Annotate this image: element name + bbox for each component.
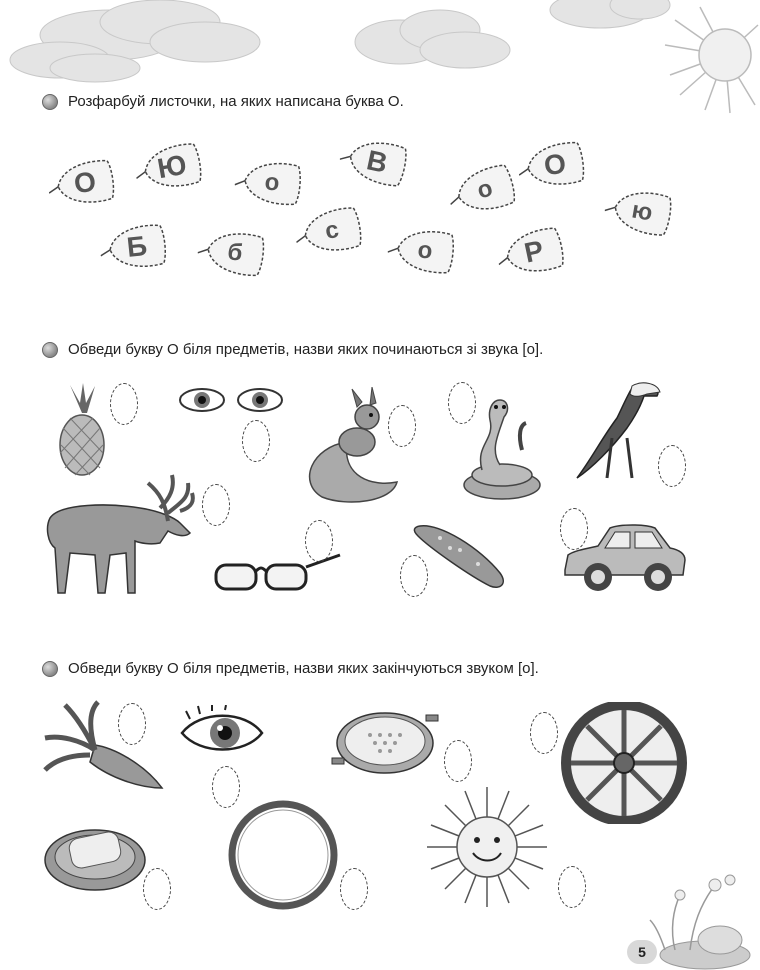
answer-oval[interactable] — [118, 703, 146, 745]
answer-oval[interactable] — [305, 520, 333, 562]
leaf-letter: О — [71, 165, 98, 200]
leaf-item[interactable] — [195, 223, 275, 283]
leaf-item[interactable] — [515, 135, 595, 195]
leaf-letter: б — [225, 238, 245, 267]
soap-icon — [40, 815, 150, 895]
wheel-icon — [560, 702, 688, 824]
leaf-letter: Ю — [155, 148, 189, 185]
bullet-icon — [42, 661, 58, 677]
leaf-letter: Р — [521, 234, 547, 269]
answer-oval[interactable] — [658, 445, 686, 487]
leaf-letter: Б — [125, 230, 149, 263]
task2-instruction — [42, 341, 543, 358]
eye-icon — [180, 705, 265, 760]
leaf-item[interactable] — [131, 136, 213, 198]
answer-oval[interactable] — [444, 740, 472, 782]
mirror-icon — [228, 800, 338, 910]
answer-oval[interactable] — [110, 383, 138, 425]
leaf-letter: ю — [629, 196, 655, 227]
leaf-letter: О — [541, 147, 568, 182]
leaf-item[interactable] — [98, 218, 177, 275]
sun-icon — [425, 785, 550, 910]
leaf-item[interactable] — [601, 181, 683, 243]
leaf-letter: о — [263, 168, 281, 197]
leaf-item[interactable] — [386, 222, 465, 279]
leaf-item[interactable] — [443, 156, 527, 223]
answer-oval[interactable] — [242, 420, 270, 462]
leaf-letter: с — [322, 216, 341, 245]
answer-oval[interactable] — [340, 868, 368, 910]
leaf-letter: В — [363, 144, 391, 179]
task3-text: Обведи букву О біля предметів, назви яких закінчуються звуком [о]. — [68, 660, 539, 677]
answer-oval[interactable] — [400, 555, 428, 597]
answer-oval[interactable] — [530, 712, 558, 754]
answer-oval[interactable] — [558, 866, 586, 908]
carrot-icon — [40, 700, 165, 795]
bullet-icon — [42, 342, 58, 358]
squirrel-icon — [302, 387, 402, 507]
leaf-letter: о — [416, 236, 434, 265]
task3-instruction — [42, 660, 539, 677]
leaf-item[interactable] — [45, 153, 125, 213]
sieve-icon — [330, 703, 440, 783]
answer-oval[interactable] — [448, 382, 476, 424]
deer-icon — [40, 463, 200, 598]
page-number: 5 — [627, 940, 657, 964]
sun-decoration-icon — [660, 5, 760, 115]
clouds-decoration — [0, 0, 760, 130]
eyes-icon — [178, 385, 288, 415]
task1-text: Розфарбуй листочки, на яких написана буква О. — [68, 93, 404, 110]
leaf-item[interactable] — [233, 155, 311, 211]
leaf-item[interactable] — [336, 130, 419, 194]
answer-oval[interactable] — [388, 405, 416, 447]
answer-oval[interactable] — [143, 868, 171, 910]
answer-oval[interactable] — [202, 484, 230, 526]
leaf-item[interactable] — [493, 220, 576, 284]
eagle-icon — [572, 378, 667, 483]
task2-text: Обведи букву О біля предметів, назви яких починаються зі звука [о]. — [68, 341, 544, 358]
task1-instruction — [42, 93, 404, 110]
bullet-icon — [42, 94, 58, 110]
answer-oval[interactable] — [560, 508, 588, 550]
leaf-letter: о — [474, 174, 496, 205]
